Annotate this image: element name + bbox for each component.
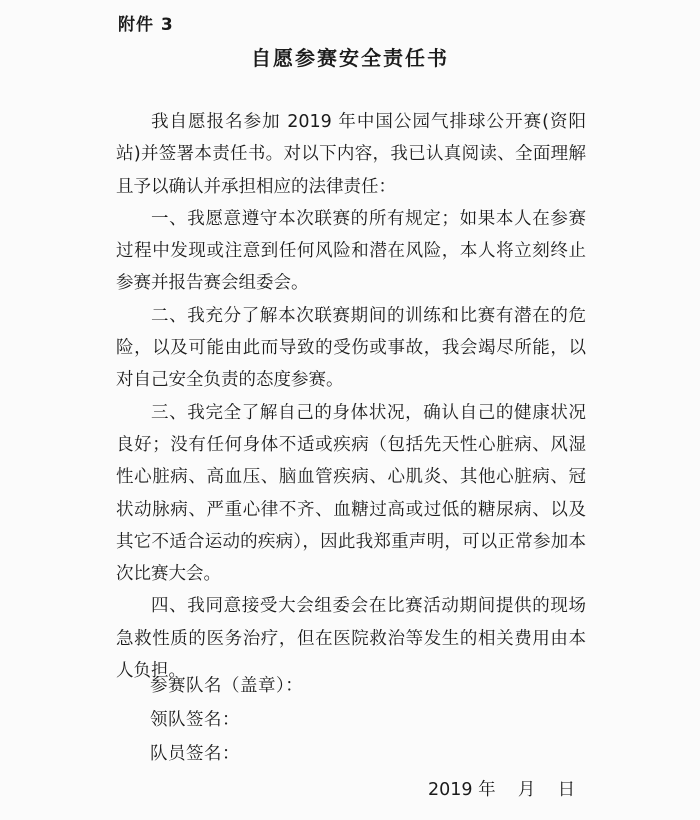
paragraph-clause-4: 四、我同意接受大会组委会在比赛活动期间提供的现场急救性质的医务治疗，但在医院救治等发生的相关费用由本人负担。	[116, 596, 586, 682]
paragraph-clause-1: 一、我愿意遵守本次联赛的所有规定；如果本人在参赛过程中发现或注意到任何风险和潜在风险，本人将立刻终止参赛并报告赛会组委会。	[116, 208, 586, 294]
document-title: 自愿参赛安全责任书	[251, 46, 449, 70]
paragraph-intro: 我自愿报名参加 2019 年中国公园气排球公开赛(资阳站)并签署本责任书。对以下内容，我已认真阅读、全面理解且予以确认并承担相应的法律责任：	[116, 112, 586, 197]
team-name-signature-line: 参赛队名（盖章）：	[150, 676, 304, 696]
paragraph-clause-2: 二、我充分了解本次联赛期间的训练和比赛有潜在的危险，以及可能由此而导致的受伤或事故，我会竭尽所能，以对自己安全负责的态度参赛。	[116, 305, 586, 391]
attachment-label: 附件 3	[118, 15, 174, 35]
date-line: 2019 年 月 日	[428, 780, 576, 800]
leader-signature-line: 领队签名：	[150, 710, 240, 730]
paragraph-clause-3: 三、我完全了解自己的身体状况，确认自己的健康状况良好；没有任何身体不适或疾病（包括先天性心脏病、风湿性心脏病、高血压、脑血管疾病、心肌炎、其他心脏病、冠状动脉病、严重心律不齐、血糖过高或过低的糖尿病、以及其它不适合运动的疾病），因此我郑重声明，可以正常参加本次比赛大会。	[116, 402, 586, 585]
document-body	[116, 106, 586, 687]
member-signature-line: 队员签名：	[150, 744, 240, 764]
